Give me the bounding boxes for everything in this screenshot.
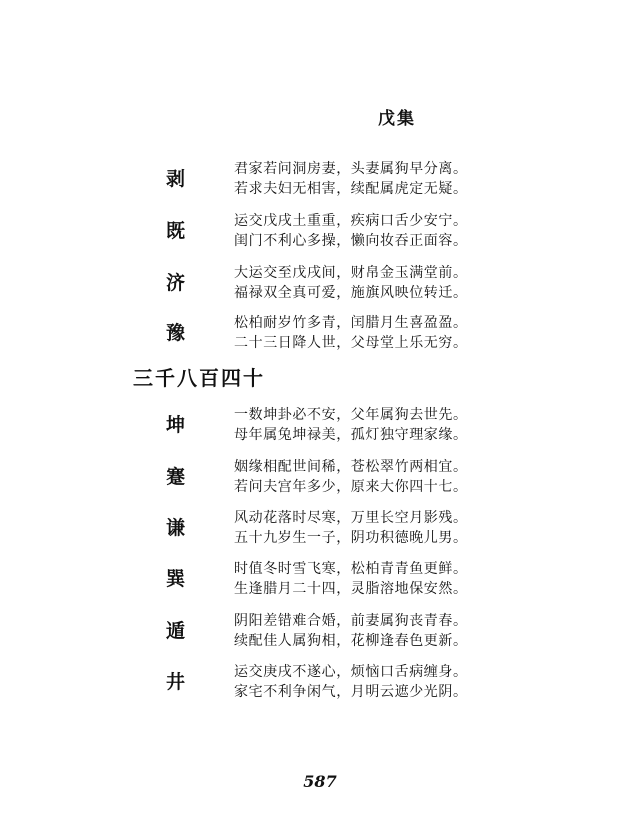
hexagram-entry: [0, 661, 640, 701]
verse-line: 五十九岁生一子，阴功积德晚儿男。: [234, 530, 468, 546]
hexagram-title: 遁: [166, 620, 187, 642]
hexagram-entry: [0, 558, 640, 598]
verse-line: 一数坤卦必不安，父年属狗去世先。: [234, 407, 468, 423]
verse-line: 大运交至戊戌间，财帛金玉满堂前。: [234, 265, 468, 281]
hexagram-title: 济: [166, 272, 187, 294]
hexagram-title: 谦: [166, 517, 187, 539]
verse-line: 家宅不利争闲气，月明云遮少光阴。: [234, 684, 468, 700]
hexagram-entry: [0, 158, 640, 198]
hexagram-title: 剥: [166, 168, 187, 190]
verse-line: 福禄双全真可爱，施旗风映位转迁。: [234, 285, 468, 301]
verse-line: 续配佳人属狗相，花柳逢春色更新。: [234, 633, 468, 649]
hexagram-entry: [0, 262, 640, 302]
hexagram-entry: [0, 312, 640, 352]
hexagram-entry: [0, 507, 640, 547]
verse-line: 母年属兔坤禄美，孤灯独守理家缘。: [234, 427, 468, 443]
verse-line: 风动花落时尽寒，万里长空月影残。: [234, 510, 468, 526]
hexagram-title: 豫: [166, 322, 187, 344]
running-header: 戊集: [378, 109, 416, 129]
verse-line: 阴阳差错难合婚，前妻属狗丧青春。: [234, 613, 468, 629]
verse-line: 生逢腊月二十四，灵脂溶地保安然。: [234, 581, 468, 597]
section-heading: 三千八百四十: [133, 366, 265, 390]
hexagram-entry: [0, 210, 640, 250]
verse-line: 二十三日降人世，父母堂上乐无穷。: [234, 335, 468, 351]
hexagram-title: 巽: [166, 568, 187, 590]
hexagram-title: 蹇: [166, 466, 187, 488]
verse-line: 闺门不利心多操，懒向妆吞正面容。: [234, 233, 468, 249]
verse-line: 君家若问洞房妻，头妻属狗早分离。: [234, 161, 468, 177]
hexagram-entry: [0, 456, 640, 496]
hexagram-title: 井: [166, 671, 187, 693]
verse-line: 运交戊戌土重重，疾病口舌少安宁。: [234, 213, 468, 229]
verse-line: 若问夫宫年多少，原来大你四十七。: [234, 479, 468, 495]
hexagram-title: 坤: [166, 414, 187, 436]
hexagram-entry: [0, 404, 640, 444]
verse-line: 若求夫妇无相害，续配属虎定无疑。: [234, 181, 468, 197]
verse-line: 姻缘相配世间稀，苍松翠竹两相宜。: [234, 459, 468, 475]
page-number: 587: [303, 772, 337, 791]
verse-line: 松柏耐岁竹多青，闰腊月生喜盈盈。: [234, 315, 468, 331]
hexagram-title: 既: [166, 220, 187, 242]
hexagram-entry: [0, 610, 640, 650]
verse-line: 时值冬时雪飞寒，松柏青青鱼更鲜。: [234, 561, 468, 577]
verse-line: 运交庚戌不遂心，烦恼口舌病缠身。: [234, 664, 468, 680]
